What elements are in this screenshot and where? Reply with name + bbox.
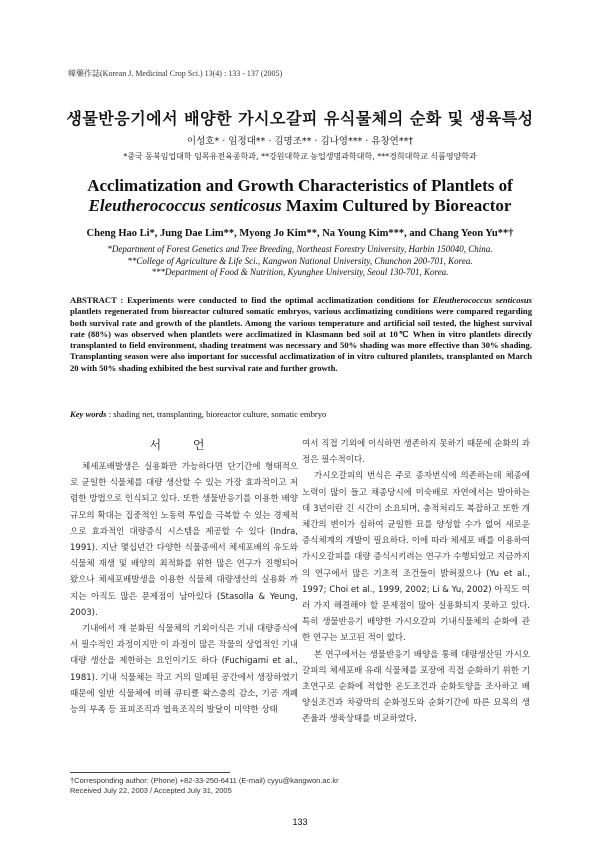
- english-affiliations: [60, 244, 540, 279]
- abstract-label: ABSTRACT :: [70, 295, 124, 305]
- abstract-species: Eleutherococcus senticosus: [432, 295, 533, 305]
- left-paragraph-1: 체세포배발생은 실용화만 가능하다면 단기간에 형태적으로 균일한 식물체를 대량 생산할 수 있는 가장 효과적이고 저렴한 방법으로 인식되고 있다. 또한 생물반응기를 이용한 배양 규모의 확대는 집중적인 노동력 투입을 극복할 수 있는 경제적으로 효과적인 대량증식 시스템을 제공할 수 있다 (Indra, 1991). 지난 몇십년간 다양한 식물종에서 체세포배의 유도와 식물체 재생 및 배양의 최적화를 위한 많은 연구가 진행되어 왔으나 체세포배발생을 이용한 식물체 대량생산의 실용화 까지는 아직도 많은 문제점이 남아있다 (Stasolla & Yeung, 2003).: [70, 462, 298, 618]
- english-title-line2: Maxim Cultured by Bioreactor: [285, 196, 512, 215]
- korean-title: 생물반응기에서 배양한 가시오갈피 유식물체의 순화 및 생육특성: [66, 109, 534, 128]
- affiliation-3: ***Department of Food & Nutrition, Kyunghee University, Seoul 130-701, Korea.: [151, 267, 449, 277]
- keywords-text: : shading net, transplanting, bioreactor culture, somatic embryo: [108, 409, 327, 419]
- corresponding-author: †Corresponding author: (Phone) +82-33-250-6411 (E-mail) cyyu@kangwon.ac.kr: [70, 776, 339, 785]
- english-title-line1: Acclimatization and Growth Characteristics of Plantlets of: [87, 176, 513, 195]
- english-authors: Cheng Hao Li*, Jung Dae Lim**, Myong Jo Kim**, Na Young Kim***, and Chang Yeon Yu**†: [86, 228, 514, 239]
- footnote-divider: [70, 772, 230, 773]
- abstract: [70, 295, 532, 374]
- right-column: [302, 436, 530, 728]
- received-accepted-dates: Received July 22, 2003 / Accepted July 31, 2005: [70, 786, 232, 795]
- page-number: 133: [292, 817, 308, 827]
- korean-authors: 이성호* · 임정대** · 김명조** · 김나영*** · 유창연**†: [186, 136, 414, 147]
- footnote: [70, 776, 339, 796]
- abstract-text-before: Experiments were conducted to find the optimal acclimatization conditions for: [127, 295, 429, 305]
- affiliation-2: **College of Agriculture & Life Sci., Kangwon National University, Chunchon 200-701, Korea.: [127, 255, 473, 266]
- left-paragraph-2: 기내에서 재 분화된 식물체의 기외이식은 기내 대량증식에서 필수적인 과정이지만 이 과정이 많은 작물의 상업적인 기내 대량 생산을 제한하는 요인이기도 하다 (Fuchigami et al., 1981). 기내 식물체는 작고 거의 밀폐된 공간에서 생장하였기 때문에 일반 식물체에 비해 큐티클 왁스층의 감소, 기공 개폐능의 부족 등 표피조직과 엽육조직의 발달이 미약한 상태: [70, 624, 298, 716]
- right-paragraph-2: 가시오갈피의 번식은 주로 종자번식에 의존하는데 체종에 노력이 많이 들고 채종당시에 미숙배로 자연에서는 발아하는데 3년이란 긴 시간이 소요되며, 충적처리도 복잡하고 또한 개체간의 변이가 심하여 균일한 묘를 양성할 수가 없어 새로운 증식체계의 개발이 필요하다. 이에 따라 체세포 배를 이용하여 가시오갈피를 대량 증식시키려는 연구가 수행되었고 지금까지의 연구에서 많은 기초적 조건들이 밝혀졌으나 (Yu et al., 1997; Choi et al., 1999, 2002; Li & Yu, 2002) 아직도 여러 가지 해결해야 할 문제점이 많아 실용화되지 못하고 있다. 특히 생물반응기 배양한 가시오갈피 기내식물체의 순화에 관한 연구는 보고된 적이 없다.: [302, 471, 530, 644]
- journal-header: 韓藥作誌(Korean J. Medicinal Crop Sci.) 13(4) : 133 - 137 (2005): [68, 69, 283, 78]
- keywords-label: Key words: [70, 409, 107, 419]
- affiliation-1: *Department of Forest Genetics and Tree Breeding, Northeast Forestry University, Harbin 150040, China.: [107, 244, 493, 254]
- left-column: [70, 436, 298, 718]
- english-title: [70, 176, 530, 216]
- korean-affiliations: *중국 동북임업대학 임목유전육종학과, **강원대학교 농업생명과학대학, ***경희대학교 식품영양학과: [123, 152, 477, 161]
- right-paragraph-1: 여서 직접 기외에 이식하면 생존하지 못하기 때문에 순화의 과정은 필수적이다.: [302, 439, 530, 466]
- keywords: [70, 409, 532, 419]
- abstract-text-after: plantlets regenerated from bioreactor cultured somatic embryos, various acclimatizing conditions were compared regarding both survival rate and growth of the plantlets. Among the various temperature and artificial soil tested, the highest survival rate (88%) was observed when plantlets were acclimatized in Klasmann bed soil at 10℃ When in vitro plantlets directly transplanted to field environment, shading treatment was necessary and 50% shading was more effective than 30% shading. Transplanting season were also important for successful acclimatization of in vitro cultured plantlets, transplanted on March 20 with 50% shading exhibited the best survival rate and further growth.: [70, 306, 532, 373]
- section-heading-introduction: 서 언: [149, 438, 219, 452]
- english-title-species: Eleutherococcus senticosus: [88, 196, 282, 215]
- right-paragraph-3: 본 연구에서는 생물반응기 배양을 통해 대량생산된 가시오갈피의 체세포배 유래 식물체를 포장에 직접 순화하기 위한 기초연구로 순화에 적합한 온도조건과 순화토양을 조사하고 배양실조건과 차광막의 순화정도와 순화기간에 따른 묘목의 생존율과 생육상태를 비교하였다.: [302, 649, 530, 725]
